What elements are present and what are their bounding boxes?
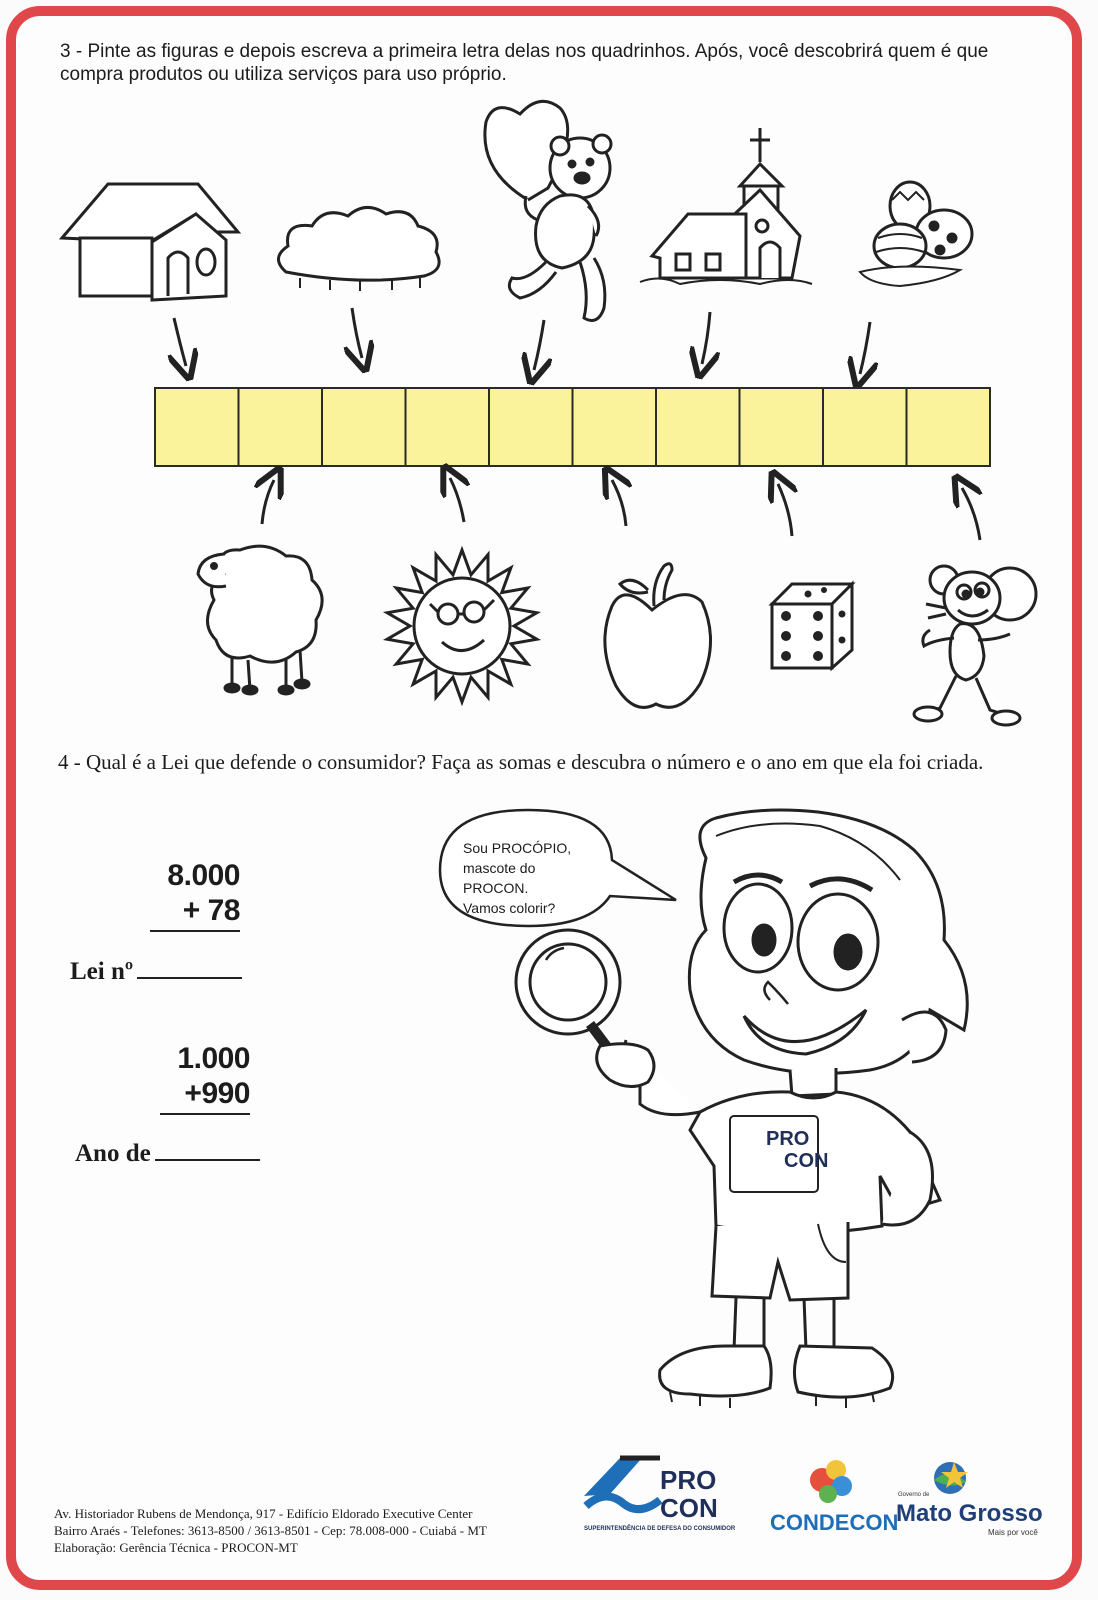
sum-2-rule bbox=[160, 1113, 250, 1115]
letter-box-5[interactable] bbox=[489, 388, 573, 466]
question-3-text: 3 - Pinte as figuras e depois escreva a primeira letra delas nos quadrinhos. Após, você descobrirá quem é que compra produtos ou utiliza serviços para uso próprio. bbox=[60, 41, 989, 85]
sum-1 bbox=[150, 858, 240, 932]
apple-icon[interactable] bbox=[605, 564, 711, 708]
shirt-logo-line-1: PRO bbox=[766, 1128, 810, 1150]
lei-label: Lei nº bbox=[70, 958, 134, 985]
procon-logo bbox=[584, 1458, 660, 1509]
dice-icon[interactable] bbox=[772, 584, 852, 668]
lei-answer-blank[interactable] bbox=[137, 955, 242, 979]
bubble-line-1: Sou PROCÓPIO, bbox=[463, 840, 572, 856]
procon-logo-text bbox=[660, 1466, 718, 1522]
letter-box-2[interactable] bbox=[239, 388, 323, 466]
sum-2-bottom: +990 bbox=[184, 1077, 250, 1110]
procon-logo-line-1: PRO bbox=[660, 1465, 717, 1495]
teddy-bear-with-heart-icon[interactable] bbox=[485, 101, 611, 320]
bubble-line-2: mascote do PROCON. bbox=[463, 860, 536, 896]
mato-grosso-logo-mark bbox=[934, 1462, 968, 1494]
shirt-logo-text bbox=[766, 1128, 828, 1172]
mato-grosso-logo-tagline: Mais por você bbox=[988, 1528, 1038, 1537]
footer-address bbox=[54, 1505, 614, 1556]
footer-line-2: Bairro Araés - Telefones: 3613-8500 / 3613-8501 - Cep: 78.008-000 - Cuiabá - MT bbox=[54, 1523, 487, 1538]
church-icon[interactable] bbox=[640, 128, 812, 284]
letter-box-1[interactable] bbox=[155, 388, 239, 466]
bottom-arrows bbox=[262, 478, 980, 540]
mato-grosso-logo-name: Mato Grosso bbox=[896, 1500, 1043, 1527]
top-arrows bbox=[174, 308, 870, 374]
sum-2 bbox=[160, 1041, 250, 1115]
lei-answer bbox=[70, 955, 242, 986]
sum-1-bottom: + 78 bbox=[182, 894, 240, 927]
letter-box-10[interactable] bbox=[907, 388, 991, 466]
letter-box-4[interactable] bbox=[406, 388, 490, 466]
ano-answer bbox=[75, 1137, 260, 1168]
sheep-icon[interactable] bbox=[198, 546, 322, 694]
footer-line-1: Av. Historiador Rubens de Mendonça, 917 - Edifício Eldorado Executive Center bbox=[54, 1506, 473, 1521]
letter-boxes-row bbox=[155, 388, 990, 466]
easter-eggs-icon[interactable] bbox=[860, 182, 972, 286]
condecon-logo-text: CONDECON bbox=[770, 1510, 899, 1535]
house-icon[interactable] bbox=[62, 184, 238, 300]
procon-logo-line-2: CON bbox=[660, 1493, 718, 1523]
sun-icon[interactable] bbox=[387, 550, 537, 702]
shirt-logo-line-2: CON bbox=[784, 1150, 829, 1172]
ano-answer-blank[interactable] bbox=[155, 1137, 260, 1161]
letter-box-6[interactable] bbox=[573, 388, 657, 466]
mouse-icon[interactable] bbox=[914, 566, 1036, 725]
mato-grosso-logo-top: Governo de bbox=[898, 1492, 930, 1498]
procon-logo-subtitle: SUPERINTENDÊNCIA DE DEFESA DO CONSUMIDOR bbox=[584, 1526, 736, 1532]
bubble-line-3: Vamos colorir? bbox=[463, 900, 556, 916]
sum-1-rule bbox=[150, 930, 240, 932]
letter-box-7[interactable] bbox=[656, 388, 740, 466]
condecon-logo-mark bbox=[810, 1460, 852, 1503]
sum-2-top: 1.000 bbox=[177, 1042, 250, 1075]
letter-box-9[interactable] bbox=[823, 388, 907, 466]
footer-line-3: Elaboração: Gerência Técnica - PROCON-MT bbox=[54, 1540, 298, 1555]
letter-box-3[interactable] bbox=[322, 388, 406, 466]
ano-label: Ano de bbox=[75, 1140, 151, 1167]
letter-box-8[interactable] bbox=[740, 388, 824, 466]
cloud-icon[interactable] bbox=[278, 207, 439, 291]
speech-bubble-text bbox=[463, 838, 603, 918]
question-4-text: 4 - Qual é a Lei que defende o consumidor? Faça as somas e descubra o número e o ano em que ela foi criada. bbox=[58, 750, 984, 774]
sum-1-top: 8.000 bbox=[167, 859, 240, 892]
